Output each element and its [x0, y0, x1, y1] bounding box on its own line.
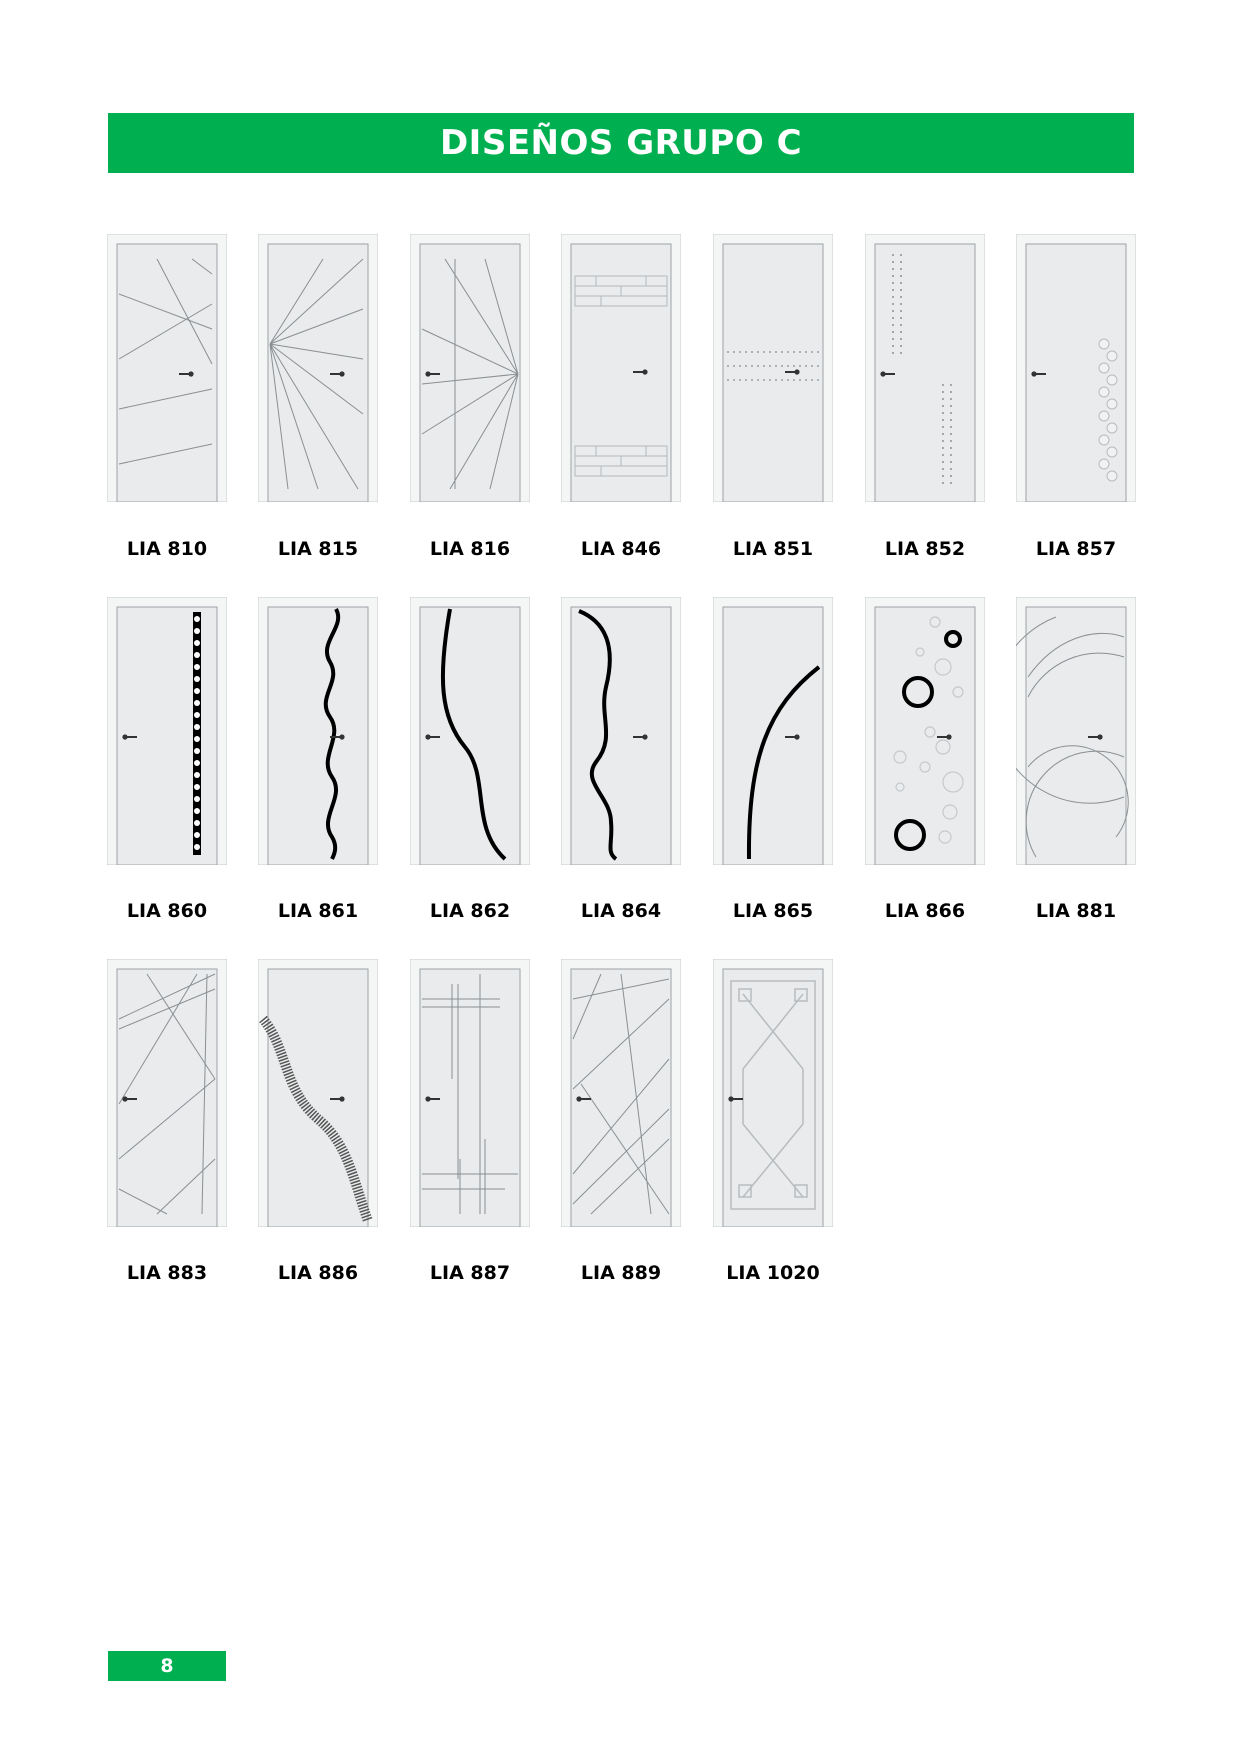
- door-label: LIA 846: [580, 538, 662, 560]
- door-label: LIA 861: [277, 900, 359, 922]
- page-title: DISEÑOS GRUPO C: [439, 123, 803, 163]
- page-number-badge: [108, 1651, 226, 1681]
- door-label: LIA 881: [1035, 900, 1117, 922]
- door-image-lia-866: [865, 597, 985, 865]
- door-label: LIA 862: [429, 900, 511, 922]
- door-label: LIA 857: [1035, 538, 1117, 560]
- door-label: LIA 865: [732, 900, 814, 922]
- door-image-lia-887: [410, 959, 530, 1227]
- door-label: LIA 852: [884, 538, 966, 560]
- door-image-lia-881: [1016, 597, 1136, 865]
- door-image-lia-851: [713, 234, 833, 502]
- door-image-lia-857: [1016, 234, 1136, 502]
- door-label: LIA 851: [732, 538, 814, 560]
- door-label: LIA 810: [126, 538, 208, 560]
- door-image-lia-815: [258, 234, 378, 502]
- door-image-lia-883: [107, 959, 227, 1227]
- door-image-lia-861: [258, 597, 378, 865]
- door-label: LIA 1020: [726, 1262, 820, 1284]
- door-label: LIA 815: [277, 538, 359, 560]
- door-label: LIA 886: [277, 1262, 359, 1284]
- door-image-lia-810: [107, 234, 227, 502]
- door-image-lia-889: [561, 959, 681, 1227]
- door-image-lia-865: [713, 597, 833, 865]
- door-image-lia-864: [561, 597, 681, 865]
- door-image-lia-862: [410, 597, 530, 865]
- door-label: LIA 887: [429, 1262, 511, 1284]
- door-image-lia-852: [865, 234, 985, 502]
- door-label: LIA 864: [580, 900, 662, 922]
- door-label: LIA 860: [126, 900, 208, 922]
- door-image-lia-846: [561, 234, 681, 502]
- page-number: 8: [160, 1655, 174, 1677]
- door-image-lia-1020: [713, 959, 833, 1227]
- door-label: LIA 816: [429, 538, 511, 560]
- title-bar: [108, 113, 1134, 173]
- door-label: LIA 866: [884, 900, 966, 922]
- door-label: LIA 889: [580, 1262, 662, 1284]
- door-image-lia-860: [107, 597, 227, 865]
- door-image-lia-816: [410, 234, 530, 502]
- door-image-lia-886: [258, 959, 378, 1227]
- door-label: LIA 883: [126, 1262, 208, 1284]
